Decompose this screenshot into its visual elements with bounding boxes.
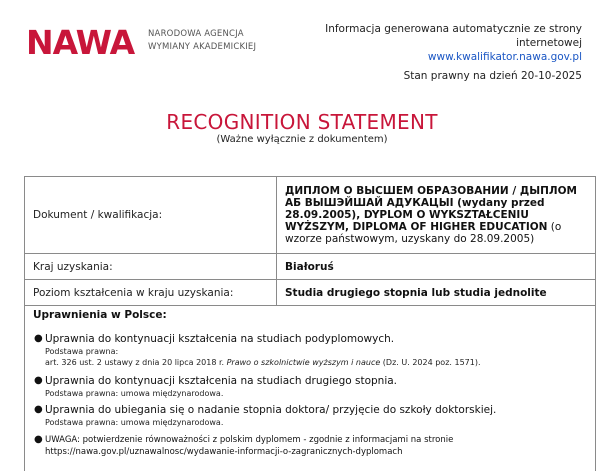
document-value-note: (o wzorze państwowym, uzyskany do 28.09.2005) <box>285 221 562 245</box>
permission-basis: Podstawa prawna: umowa międzynarodowa. <box>45 389 224 398</box>
permission-basis-label: Podstawa prawna: <box>45 347 119 356</box>
nawa-logo <box>26 24 138 58</box>
info-line1: Informacja generowana automatycznie ze strony <box>325 23 582 35</box>
country-label: Kraj uzyskania: <box>25 254 277 280</box>
permission-basis: Podstawa prawna: umowa międzynarodowa. <box>45 418 224 427</box>
permission-title: Uprawnia do kontynuacji kształcenia na studiach drugiego stopnia. <box>45 375 398 387</box>
level-label: Poziom kształcenia w kraju uzyskania: <box>25 280 277 306</box>
generated-info <box>282 22 582 64</box>
table-row <box>25 177 596 254</box>
country-value: Białoruś <box>277 254 596 280</box>
legal-status-date: Stan prawny na dzień 20-10-2025 <box>403 70 582 82</box>
svg-text:NAWA: NAWA <box>26 24 135 58</box>
level-value: Studia drugiego stopnia lub studia jednolite <box>277 280 596 306</box>
notice-text: UWAGA: potwierdzenie równoważności z polskim dyplomem - zgodnie z informacjami na stronie <box>45 435 454 445</box>
bullet-icon: ● <box>34 434 43 445</box>
document-label: Dokument / kwalifikacja: <box>25 177 277 254</box>
document-header <box>0 0 604 100</box>
basis-suffix: (Dz. U. 2024 poz. 1571). <box>380 358 481 367</box>
info-line2: internetowej <box>516 37 582 49</box>
permissions-section <box>24 301 596 471</box>
page-title: RECOGNITION STATEMENT <box>166 110 438 134</box>
page-subtitle: (Ważne wyłącznie z dokumentem) <box>216 134 388 145</box>
permission-title: Uprawnia do ubiegania się o nadanie stopnia doktora/ przyjęcie do szkoły doktorskiej. <box>45 404 497 416</box>
qualification-table <box>24 176 596 306</box>
agency-line1: NARODOWA AGENCJA <box>148 29 244 39</box>
bullet-icon: ● <box>34 333 43 344</box>
notice-link[interactable]: https://nawa.gov.pl/uznawalnosc/wydawanie-informacji-o-zagranicznych-dyplomach <box>45 447 403 457</box>
document-value <box>277 177 596 254</box>
basis-act-title: Prawo o szkolnictwie wyższym i nauce <box>226 358 381 367</box>
permissions-title: Uprawnienia w Polsce: <box>33 309 167 321</box>
agency-line2: WYMIANY AKADEMICKIEJ <box>148 42 257 52</box>
list-item <box>34 333 585 368</box>
permission-title: Uprawnia do kontynuacji kształcenia na studiach podyplomowych. <box>45 333 395 345</box>
agency-name <box>148 28 256 54</box>
list-item <box>34 375 585 399</box>
basis-prefix: art. 326 ust. 2 ustawy z dnia 20 lipca 2018 r. <box>45 358 227 367</box>
permission-basis <box>45 357 585 368</box>
list-item <box>34 434 585 458</box>
list-item <box>34 404 585 428</box>
document-value-bold: ДИПЛОМ О ВЫСШЕМ ОБРАЗОВАНИИ / ДЫПЛОМ АБ ВЫШЭЙШАЙ АДУКАЦЫІ (wydany przed 28.09.2005), DYPLOM O WYKSZTAŁCENIU WYŻSZYM, DIPLOMA OF HIGHER EDUCATION <box>285 185 577 233</box>
kwalifikator-link[interactable]: www.kwalifikator.nawa.gov.pl <box>427 51 582 63</box>
bullet-icon: ● <box>34 404 43 415</box>
bullet-icon: ● <box>34 375 43 386</box>
table-row <box>25 254 596 280</box>
